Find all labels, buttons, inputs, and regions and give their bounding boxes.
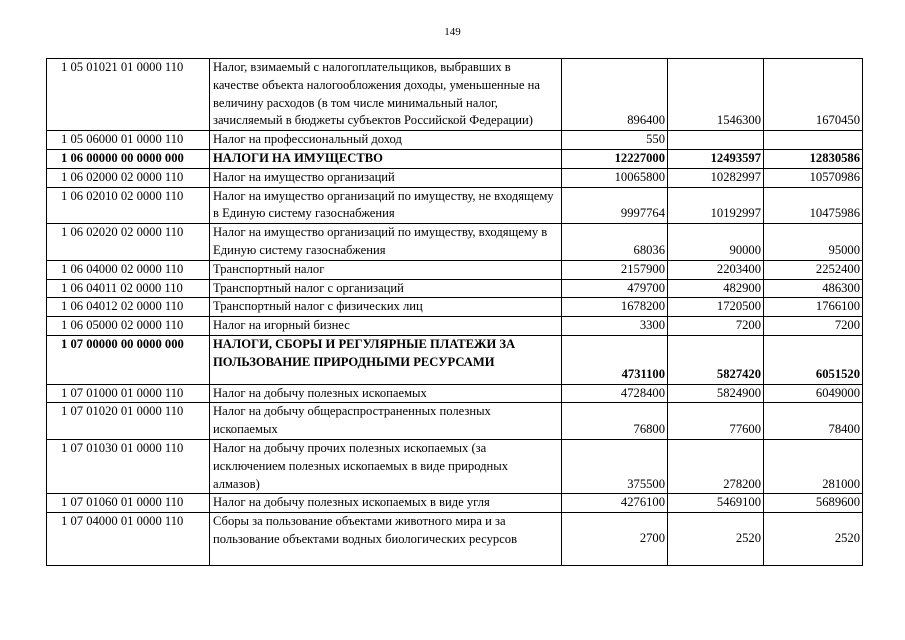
amount-cell-2: 5827420 bbox=[668, 335, 764, 384]
amount-cell-3: 6051520 bbox=[764, 335, 863, 384]
amount-cell-1: 10065800 bbox=[562, 168, 668, 187]
budget-code-cell: 1 07 01000 01 0000 110 bbox=[47, 384, 210, 403]
revenue-name-cell: Налог, взимаемый с налогоплательщиков, выбравших в качестве объекта налогообложения доходы, уменьшенные на величину расходов (в том числе минимальный налог, зачисляемый в бюджеты субъектов Российской Федерации) bbox=[210, 59, 562, 131]
revenue-name-cell: Налог на добычу полезных ископаемых в виде угля bbox=[210, 494, 562, 513]
amount-cell-1: 76800 bbox=[562, 403, 668, 440]
amount-cell-1: 68036 bbox=[562, 224, 668, 261]
table-row bbox=[47, 224, 863, 261]
budget-code-cell: 1 07 01060 01 0000 110 bbox=[47, 494, 210, 513]
table-row bbox=[47, 131, 863, 150]
amount-cell-2: 278200 bbox=[668, 439, 764, 493]
amount-cell-1: 1678200 bbox=[562, 298, 668, 317]
amount-cell-2: 1720500 bbox=[668, 298, 764, 317]
amount-cell-1: 2157900 bbox=[562, 260, 668, 279]
revenue-name-cell: Налог на имущество организаций по имуществу, не входящему в Единую систему газоснабжения bbox=[210, 187, 562, 224]
amount-cell-3: 95000 bbox=[764, 224, 863, 261]
table-row bbox=[47, 187, 863, 224]
amount-cell-2: 1546300 bbox=[668, 59, 764, 131]
amount-cell-3: 1670450 bbox=[764, 59, 863, 131]
revenue-name-cell: Налог на имущество организаций по имуществу, входящему в Единую систему газоснабжения bbox=[210, 224, 562, 261]
revenue-name-cell: Транспортный налог с физических лиц bbox=[210, 298, 562, 317]
amount-cell-3: 2520 bbox=[764, 513, 863, 566]
amount-cell-2: 10282997 bbox=[668, 168, 764, 187]
amount-cell-3: 78400 bbox=[764, 403, 863, 440]
amount-cell-2: 5824900 bbox=[668, 384, 764, 403]
budget-code-cell: 1 05 01021 01 0000 110 bbox=[47, 59, 210, 131]
amount-cell-3: 12830586 bbox=[764, 149, 863, 168]
revenue-name-cell: Налог на профессиональный доход bbox=[210, 131, 562, 150]
budget-code-cell: 1 06 02000 02 0000 110 bbox=[47, 168, 210, 187]
budget-code-cell: 1 06 02020 02 0000 110 bbox=[47, 224, 210, 261]
budget-code-cell: 1 06 02010 02 0000 110 bbox=[47, 187, 210, 224]
revenue-name-cell: НАЛОГИ НА ИМУЩЕСТВО bbox=[210, 149, 562, 168]
revenue-name-cell: НАЛОГИ, СБОРЫ И РЕГУЛЯРНЫЕ ПЛАТЕЖИ ЗА ПОЛЬЗОВАНИЕ ПРИРОДНЫМИ РЕСУРСАМИ bbox=[210, 335, 562, 384]
revenue-name-cell: Налог на добычу полезных ископаемых bbox=[210, 384, 562, 403]
amount-cell-2: 5469100 bbox=[668, 494, 764, 513]
page-number: 149 bbox=[444, 26, 461, 38]
table-row bbox=[47, 168, 863, 187]
budget-code-cell: 1 05 06000 01 0000 110 bbox=[47, 131, 210, 150]
amount-cell-3 bbox=[764, 131, 863, 150]
table-row bbox=[47, 403, 863, 440]
budget-code-cell: 1 06 00000 00 0000 000 bbox=[47, 149, 210, 168]
budget-code-cell: 1 07 01030 01 0000 110 bbox=[47, 439, 210, 493]
amount-cell-2: 2520 bbox=[668, 513, 764, 566]
amount-cell-3: 2252400 bbox=[764, 260, 863, 279]
table-row bbox=[47, 260, 863, 279]
amount-cell-2: 2203400 bbox=[668, 260, 764, 279]
budget-revenue-table bbox=[46, 58, 863, 566]
amount-cell-2: 77600 bbox=[668, 403, 764, 440]
budget-code-cell: 1 07 00000 00 0000 000 bbox=[47, 335, 210, 384]
amount-cell-1: 4731100 bbox=[562, 335, 668, 384]
table-row bbox=[47, 439, 863, 493]
amount-cell-3: 7200 bbox=[764, 317, 863, 336]
amount-cell-2: 482900 bbox=[668, 279, 764, 298]
table-row-section bbox=[47, 149, 863, 168]
budget-code-cell: 1 07 01020 01 0000 110 bbox=[47, 403, 210, 440]
amount-cell-1: 3300 bbox=[562, 317, 668, 336]
budget-code-cell: 1 06 05000 02 0000 110 bbox=[47, 317, 210, 336]
amount-cell-1: 479700 bbox=[562, 279, 668, 298]
budget-code-cell: 1 06 04011 02 0000 110 bbox=[47, 279, 210, 298]
amount-cell-2: 7200 bbox=[668, 317, 764, 336]
amount-cell-3: 5689600 bbox=[764, 494, 863, 513]
amount-cell-3: 281000 bbox=[764, 439, 863, 493]
revenue-name-cell: Транспортный налог с организаций bbox=[210, 279, 562, 298]
table-row bbox=[47, 513, 863, 566]
amount-cell-1: 4276100 bbox=[562, 494, 668, 513]
amount-cell-2: 10192997 bbox=[668, 187, 764, 224]
revenue-name-cell: Налог на добычу общераспространенных полезных ископаемых bbox=[210, 403, 562, 440]
table-row bbox=[47, 59, 863, 131]
amount-cell-1: 2700 bbox=[562, 513, 668, 566]
amount-cell-3: 6049000 bbox=[764, 384, 863, 403]
table-row-section bbox=[47, 335, 863, 384]
table-row bbox=[47, 298, 863, 317]
amount-cell-2: 12493597 bbox=[668, 149, 764, 168]
budget-code-cell: 1 06 04012 02 0000 110 bbox=[47, 298, 210, 317]
amount-cell-1: 896400 bbox=[562, 59, 668, 131]
amount-cell-3: 486300 bbox=[764, 279, 863, 298]
amount-cell-1: 4728400 bbox=[562, 384, 668, 403]
amount-cell-1: 12227000 bbox=[562, 149, 668, 168]
table-row bbox=[47, 494, 863, 513]
table-row bbox=[47, 317, 863, 336]
amount-cell-1: 375500 bbox=[562, 439, 668, 493]
amount-cell-2: 90000 bbox=[668, 224, 764, 261]
table-row bbox=[47, 279, 863, 298]
amount-cell-3: 10570986 bbox=[764, 168, 863, 187]
budget-code-cell: 1 06 04000 02 0000 110 bbox=[47, 260, 210, 279]
revenue-name-cell: Налог на имущество организаций bbox=[210, 168, 562, 187]
revenue-name-cell: Сборы за пользование объектами животного мира и за пользование объектами водных биологических ресурсов bbox=[210, 513, 562, 566]
amount-cell-3: 1766100 bbox=[764, 298, 863, 317]
amount-cell-3: 10475986 bbox=[764, 187, 863, 224]
revenue-name-cell: Транспортный налог bbox=[210, 260, 562, 279]
revenue-name-cell: Налог на игорный бизнес bbox=[210, 317, 562, 336]
amount-cell-1: 550 bbox=[562, 131, 668, 150]
table-row bbox=[47, 384, 863, 403]
amount-cell-1: 9997764 bbox=[562, 187, 668, 224]
revenue-name-cell: Налог на добычу прочих полезных ископаемых (за исключением полезных ископаемых в виде природных алмазов) bbox=[210, 439, 562, 493]
budget-code-cell: 1 07 04000 01 0000 110 bbox=[47, 513, 210, 566]
amount-cell-2 bbox=[668, 131, 764, 150]
